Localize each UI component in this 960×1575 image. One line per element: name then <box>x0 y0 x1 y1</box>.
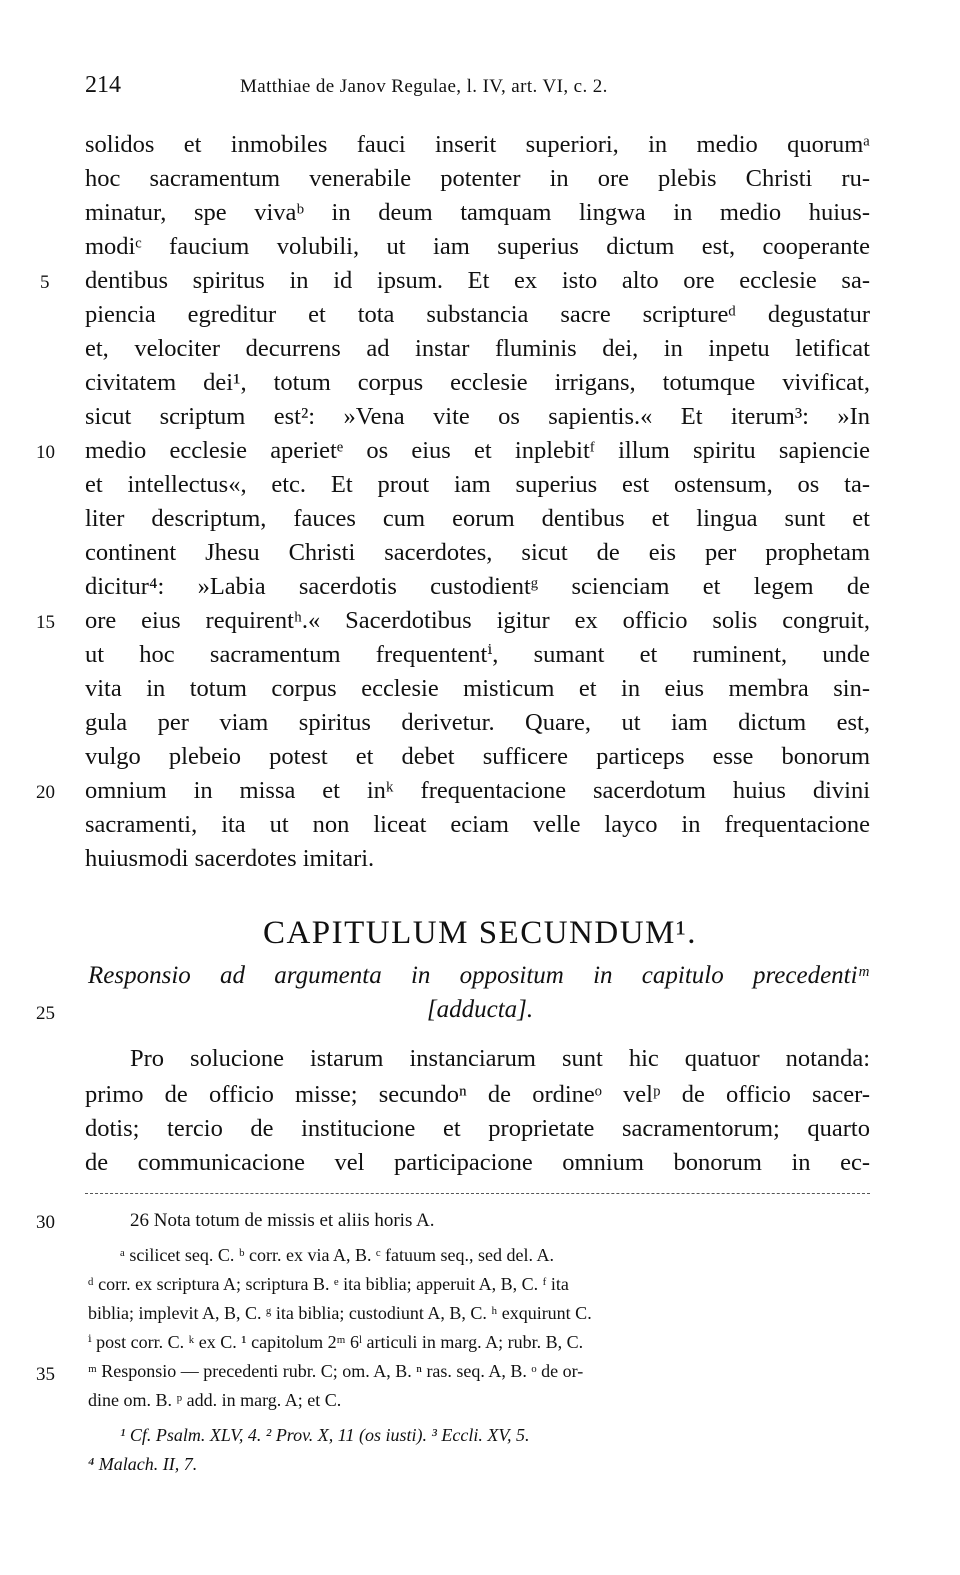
text-line: de communicacione vel participacione omnium bonorum in ec- <box>85 1149 870 1176</box>
footnote-divider <box>85 1193 870 1194</box>
text-line: ore eius requirentʰ.« Sacerdotibus igitur ex officio solis congruit, <box>85 607 870 634</box>
text-line: medio ecclesie aperietᵉ os eius et inplebitᶠ illum spiritu sapiencie <box>85 437 870 464</box>
line-number: 35 <box>36 1364 55 1385</box>
apparatus-line: ᵈ corr. ex scriptura A; scriptura B. ᵉ ita biblia; apperuit A, B, C. ᶠ ita <box>88 1274 569 1294</box>
apparatus-line: ⁱ post corr. C. ᵏ ex C. ¹ capitolum 2ᵐ 6ˡ articuli in marg. A; rubr. B, C. <box>88 1332 584 1352</box>
page-number: 214 <box>85 72 121 98</box>
text-line: ut hoc sacramentum frequententⁱ, sumant et ruminent, unde <box>85 641 870 668</box>
apparatus-line: ᵃ scilicet seq. C. ᵇ corr. ex via A, B. ᶜ fatuum seq., sed del. A. <box>120 1245 555 1265</box>
text-line: minatur, spe vivaᵇ in deum tamquam lingwa in medio huius- <box>85 199 870 226</box>
running-title: Matthiae de Janov Regulae, l. IV, art. VI, c. 2. <box>240 76 608 97</box>
text-line: hoc sacramentum venerabile potenter in ore plebis Christi ru- <box>85 165 870 192</box>
line-number: 10 <box>36 442 55 463</box>
text-line: dicitur⁴: »Labia sacerdotis custodientᵍ scienciam et legem de <box>85 573 870 600</box>
text-line: solidos et inmobiles fauci inserit superiori, in medio quorumᵃ <box>85 131 870 158</box>
running-head <box>85 72 875 100</box>
line-number: 15 <box>36 612 55 633</box>
text-line: sicut scriptum est²: »Vena vite os sapientis.« Et iterum³: »In <box>85 403 870 430</box>
apparatus-line: biblia; implevit A, B, C. ᵍ ita biblia; custodiunt A, B, C. ʰ exquirunt C. <box>88 1303 592 1323</box>
line-number: 5 <box>40 272 50 293</box>
text-line: vulgo plebeio potest et debet sufficere particeps esse bonorum <box>85 743 870 770</box>
text-line: omnium in missa et inᵏ frequentacione sacerdotum huius divini <box>85 777 870 804</box>
text-line: Pro solucione istarum instanciarum sunt hic quatuor notanda: <box>130 1045 870 1072</box>
source-line: ⁴ Malach. II, 7. <box>88 1454 198 1474</box>
apparatus-line: ᵐ Responsio — precedenti rubr. C; om. A, B. ⁿ ras. seq. A, B. ᵒ de or- <box>88 1361 584 1381</box>
chapter-subtitle-continued: [adducta]. <box>426 996 534 1023</box>
text-line: piencia egreditur et tota substancia sacre scriptureᵈ degustatur <box>85 301 870 328</box>
text-line: vita in totum corpus ecclesie misticum et in eius membra sin- <box>85 675 870 702</box>
text-line: primo de officio misse; secundoⁿ de ordineᵒ velᵖ de officio sacer- <box>85 1081 870 1108</box>
text-line: et intellectus«, etc. Et prout iam superius est ostensum, os ta- <box>85 471 870 498</box>
text-line: sacramenti, ita ut non liceat eciam velle layco in frequentacione <box>85 811 870 838</box>
text-line: modiᶜ faucium volubili, ut iam superius dictum est, cooperante <box>85 233 870 260</box>
source-line: ¹ Cf. Psalm. XLV, 4. ² Prov. X, 11 (os iusti). ³ Eccli. XV, 5. <box>120 1425 530 1445</box>
chapter-subtitle: Responsio ad argumenta in oppositum in capitulo precedentiᵐ <box>88 962 868 989</box>
chapter-title: CAPITULUM SECUNDUM¹. <box>262 915 698 951</box>
text-line: continent Jhesu Christi sacerdotes, sicut de eis per prophetam <box>85 539 870 566</box>
text-line: liter descriptum, fauces cum eorum dentibus et lingua sunt et <box>85 505 870 532</box>
text-line: dotis; tercio de institucione et proprietate sacramentorum; quarto <box>85 1115 870 1142</box>
line-number: 20 <box>36 782 55 803</box>
line-number: 30 <box>36 1212 55 1233</box>
marginal-note: 26 Nota totum de missis et aliis horis A. <box>130 1210 435 1231</box>
text-line: gula per viam spiritus derivetur. Quare, ut iam dictum est, <box>85 709 870 736</box>
apparatus-line: dine om. B. ᵖ add. in marg. A; et C. <box>88 1390 342 1410</box>
text-line: et, velociter decurrens ad instar fluminis dei, in inpetu letificat <box>85 335 870 362</box>
text-line: huiusmodi sacerdotes imitari. <box>85 845 375 872</box>
text-line: civitatem dei¹, totum corpus ecclesie irrigans, totumque vivificat, <box>85 369 870 396</box>
line-number: 25 <box>36 1003 55 1024</box>
text-line: dentibus spiritus in id ipsum. Et ex isto alto ore ecclesie sa- <box>85 267 870 294</box>
